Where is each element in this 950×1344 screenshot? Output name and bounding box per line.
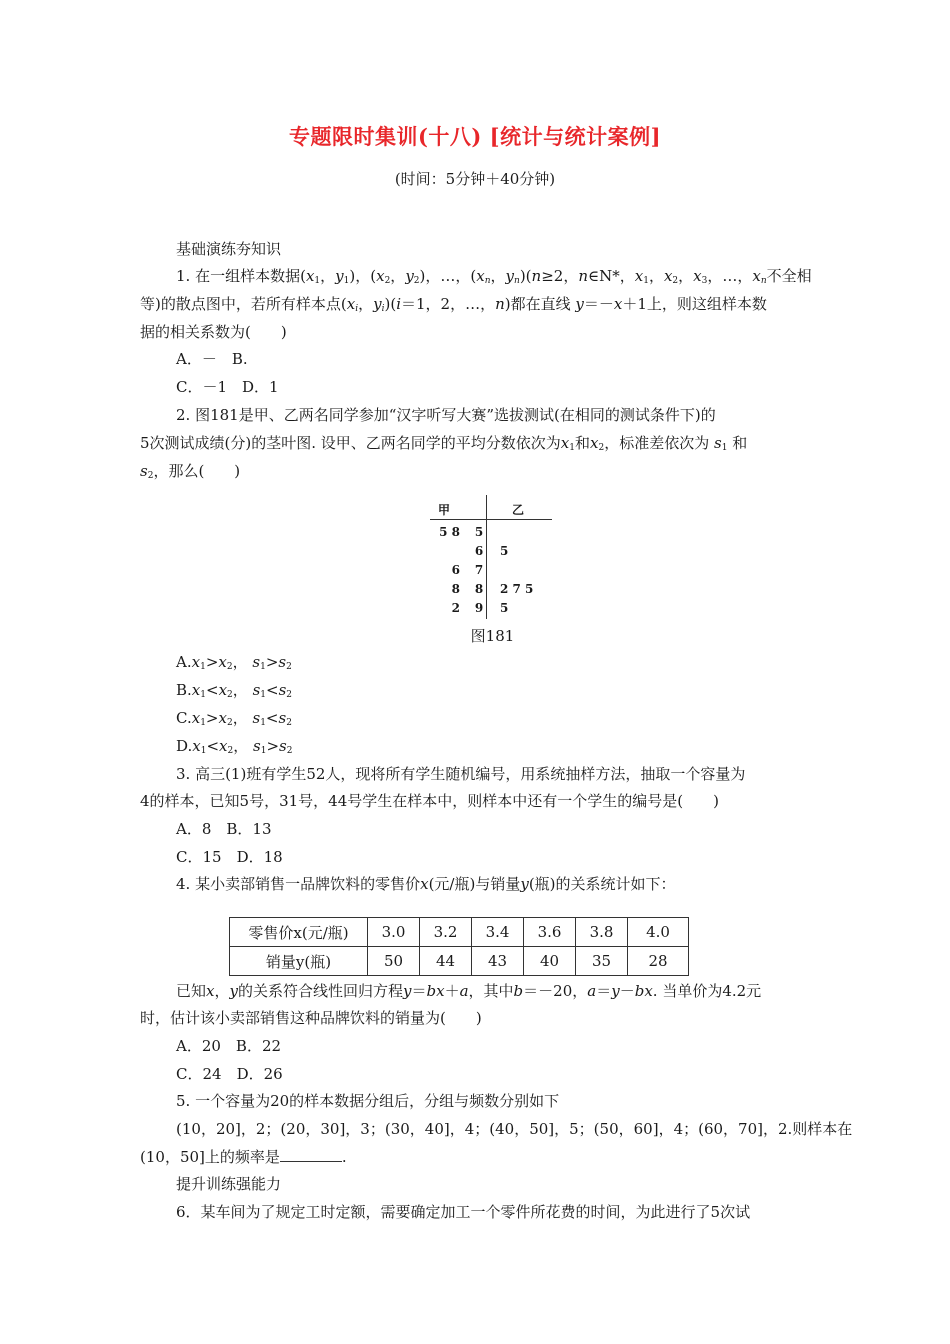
stem-row — [430, 601, 555, 619]
q1-options-ab: A．－ B. — [176, 350, 248, 368]
right-leaves: 5 — [500, 544, 509, 558]
stem-value: 8 — [474, 582, 484, 596]
table-cell: 43 — [472, 947, 524, 976]
q1-line2: 等)的散点图中，若所有样本点($x_i$，$y_i)(i=1$，2，…，n)都在直线 y＝－x＋1上，则这组样本数 — [140, 295, 767, 314]
section-heading-advanced: 提升训练强能力 — [176, 1175, 282, 1193]
time-limit: (时间：5分钟＋40分钟) — [394, 170, 556, 188]
left-leaves: 6 — [451, 563, 460, 577]
q2-line1: 2. 图181是甲、乙两名同学参加“汉字听写大赛”选拔测试(在相同的测试条件下)的 — [176, 406, 716, 424]
table-cell: 40 — [524, 947, 576, 976]
q4-after-line1: 已知x，y的关系符合线性回归方程y＝bx＋a，其中b＝－20，a＝y－bx. 当单价为4.2元 — [176, 982, 762, 1000]
price-sales-table — [229, 917, 689, 976]
stem-row — [430, 544, 555, 562]
left-leaves: 5 8 — [439, 525, 460, 539]
table-cell: 44 — [420, 947, 472, 976]
q3-options-ab: A．8 B．13 — [176, 820, 272, 838]
answer-blank — [280, 1147, 342, 1162]
q4-line1: 4. 某小卖部销售一品牌饮料的零售价x(元/瓶)与销量y(瓶)的关系统计如下： — [176, 875, 676, 893]
q3-line2: 4的样本，已知5号，31号，44号学生在样本中，则样本中还有一个学生的编号是( ) — [140, 792, 719, 810]
q5-line1: 5. 一个容量为20的样本数据分组后，分组与频数分别如下 — [176, 1092, 560, 1110]
q4-options-cd: C．24 D．26 — [176, 1065, 283, 1083]
table-row — [230, 918, 689, 947]
stem-value: 7 — [474, 563, 484, 577]
stem-leaf-plot — [430, 495, 555, 625]
table-cell: 3.4 — [472, 918, 524, 947]
stem-horizontal-rule — [430, 519, 552, 520]
table-cell: 3.6 — [524, 918, 576, 947]
q2-option-d: $D.x_1<x_2$， $s_1>s_2$ — [176, 737, 293, 756]
q2-line2: 5次测试成绩(分)的茎叶图. 设甲、乙两名同学的平均分数依次为$x_1$和$x_2$，标准差依次为 $s_1$ 和 — [140, 434, 748, 453]
stem-value: 9 — [474, 601, 484, 615]
q2-option-c: $C.x_1>x_2$， $s_1<s_2$ — [176, 709, 292, 728]
left-leaves: 2 — [451, 601, 460, 615]
q4-options-ab: A．20 B．22 — [176, 1037, 282, 1055]
q5-line3: (10，50]上的频率是 . — [140, 1148, 347, 1166]
stem-value: 5 — [474, 525, 484, 539]
stem-row — [430, 582, 555, 600]
table-cell: 3.8 — [576, 918, 628, 947]
table-cell: 3.2 — [420, 918, 472, 947]
q4-after-line2: 时，估计该小卖部销售这种品牌饮料的销量为( ) — [140, 1009, 482, 1027]
stem-header-right: 乙 — [512, 503, 525, 517]
table-cell: 28 — [628, 947, 689, 976]
table-header-sales: 销量y(瓶) — [230, 947, 368, 976]
q5-line2: (10，20]，2；(20，30]，3；(30，40]，4；(40，50]，5；(50，60]，4；(60，70]，2.则样本在 — [176, 1120, 853, 1138]
q2-option-a: $A.x_1>x_2$， $s_1>s_2$ — [176, 653, 292, 672]
figure-caption: 图181 — [470, 627, 515, 645]
left-leaves: 8 — [451, 582, 460, 596]
table-header-price: 零售价x(元/瓶) — [230, 918, 368, 947]
section-heading-basic: 基础演练夯知识 — [176, 240, 282, 258]
page-title: 专题限时集训(十八) [统计与统计案例] — [288, 124, 662, 149]
q3-options-cd: C．15 D．18 — [176, 848, 283, 866]
q2-line3: $s_2$，那么( ) — [140, 462, 241, 481]
table-row — [230, 947, 689, 976]
q1-options-cd: C．－1 D．1 — [176, 378, 279, 396]
right-leaves: 2 7 5 — [500, 582, 534, 596]
q3-line1: 3. 高三(1)班有学生52人，现将所有学生随机编号，用系统抽样方法，抽取一个容量为 — [176, 765, 746, 783]
stem-row — [430, 525, 555, 543]
table-cell: 4.0 — [628, 918, 689, 947]
table-cell: 50 — [368, 947, 420, 976]
table-cell: 35 — [576, 947, 628, 976]
right-leaves: 5 — [500, 601, 509, 615]
table-cell: 3.0 — [368, 918, 420, 947]
q1-line1: 1. 在一组样本数据($x_1$，$y_1$)，($x_2$，$y_2$)，…，($x_n$，$y_n)(n\ge 2$，n∈N*，$x_1$，$x_2$，$x_3$，…，$x_n$不全相 — [176, 267, 812, 286]
stem-value: 6 — [474, 544, 484, 558]
stem-header-left: 甲 — [438, 503, 451, 517]
stem-row — [430, 563, 555, 581]
q1-line3: 据的相关系数为( ) — [140, 323, 287, 341]
q6-line1: 6．某车间为了规定工时定额，需要确定加工一个零件所花费的时间，为此进行了5次试 — [176, 1203, 751, 1221]
q2-option-b: $B.x_1<x_2$， $s_1<s_2$ — [176, 681, 293, 700]
